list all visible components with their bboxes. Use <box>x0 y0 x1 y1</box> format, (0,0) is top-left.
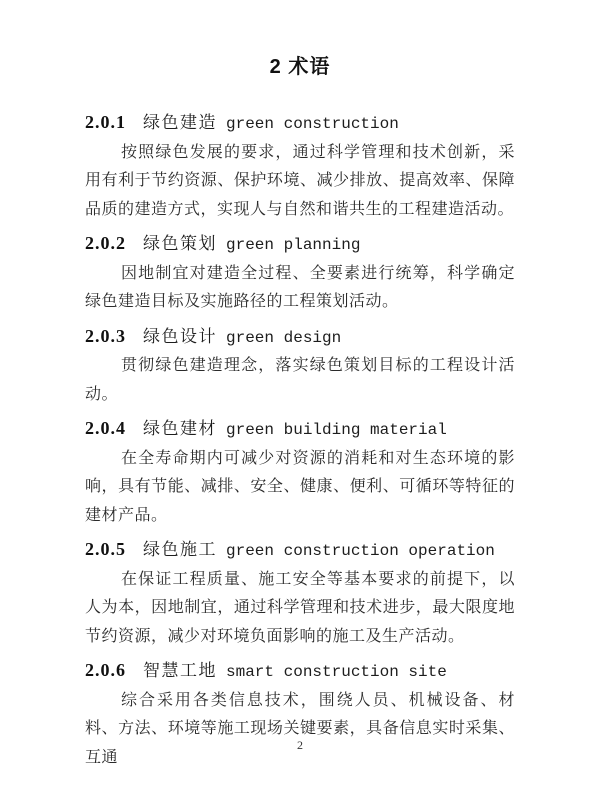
page-content <box>85 54 515 772</box>
term-name-english: green building material <box>226 421 447 439</box>
page-title: 2 术语 <box>269 56 331 78</box>
term-heading <box>85 535 515 566</box>
term-name-english: green planning <box>226 236 361 254</box>
term-name-english: green construction operation <box>226 542 495 560</box>
term-number: 2.0.5 <box>85 539 126 559</box>
term-name-chinese: 智慧工地 <box>143 661 217 680</box>
term-definition: 因地制宜对建造全过程、全要素进行统筹，科学确定绿色建造目标及实施路径的工程策划活动。 <box>85 264 515 310</box>
term-name-english: green design <box>226 328 342 347</box>
term-definition: 贯彻绿色建造理念，落实绿色策划目标的工程设计活动。 <box>85 357 515 403</box>
term-item <box>85 108 515 224</box>
term-name-chinese: 绿色设计 <box>143 326 217 346</box>
term-item <box>85 229 515 317</box>
term-heading <box>85 656 515 687</box>
term-definition: 按照绿色发展的要求，通过科学管理和技术创新，采用有利于节约资源、保护环境、减少排放、提高效率、保障品质的建造方式，实现人与自然和谐共生的工程建造活动。 <box>85 143 515 218</box>
term-definition: 在保证工程质量、施工安全等基本要求的前提下，以人为本，因地制宜，通过科学管理和技术进步，最大限度地节约资源，减少对环境负面影响的施工及生产活动。 <box>85 570 515 645</box>
term-heading <box>85 108 515 139</box>
term-item <box>85 656 515 772</box>
term-name-chinese: 绿色施工 <box>143 540 217 559</box>
term-name-chinese: 绿色建材 <box>143 419 217 438</box>
term-definition: 在全寿命期内可减少对资源的消耗和对生态环境的影响，具有节能、减排、安全、健康、便利、可循环等特征的建材产品。 <box>85 449 515 524</box>
term-item <box>85 414 515 530</box>
term-heading <box>85 322 515 353</box>
page-number: 2 <box>297 738 303 752</box>
term-name-english: smart construction site <box>226 663 447 681</box>
term-definition: 综合采用各类信息技术，围绕人员、机械设备、材料、方法、环境等施工现场关键要素，具备信息实时采集、互通 <box>85 691 515 766</box>
term-name-english: green construction <box>226 115 399 133</box>
term-number: 2.0.2 <box>85 233 126 253</box>
term-number: 2.0.6 <box>85 660 126 680</box>
term-heading <box>85 229 515 260</box>
term-item <box>85 322 515 410</box>
term-number: 2.0.1 <box>85 112 126 132</box>
term-heading <box>85 414 515 445</box>
term-number: 2.0.4 <box>85 418 126 438</box>
term-name-chinese: 绿色建造 <box>143 113 217 132</box>
term-item <box>85 535 515 651</box>
term-name-chinese: 绿色策划 <box>143 234 217 253</box>
term-number: 2.0.3 <box>85 325 126 346</box>
